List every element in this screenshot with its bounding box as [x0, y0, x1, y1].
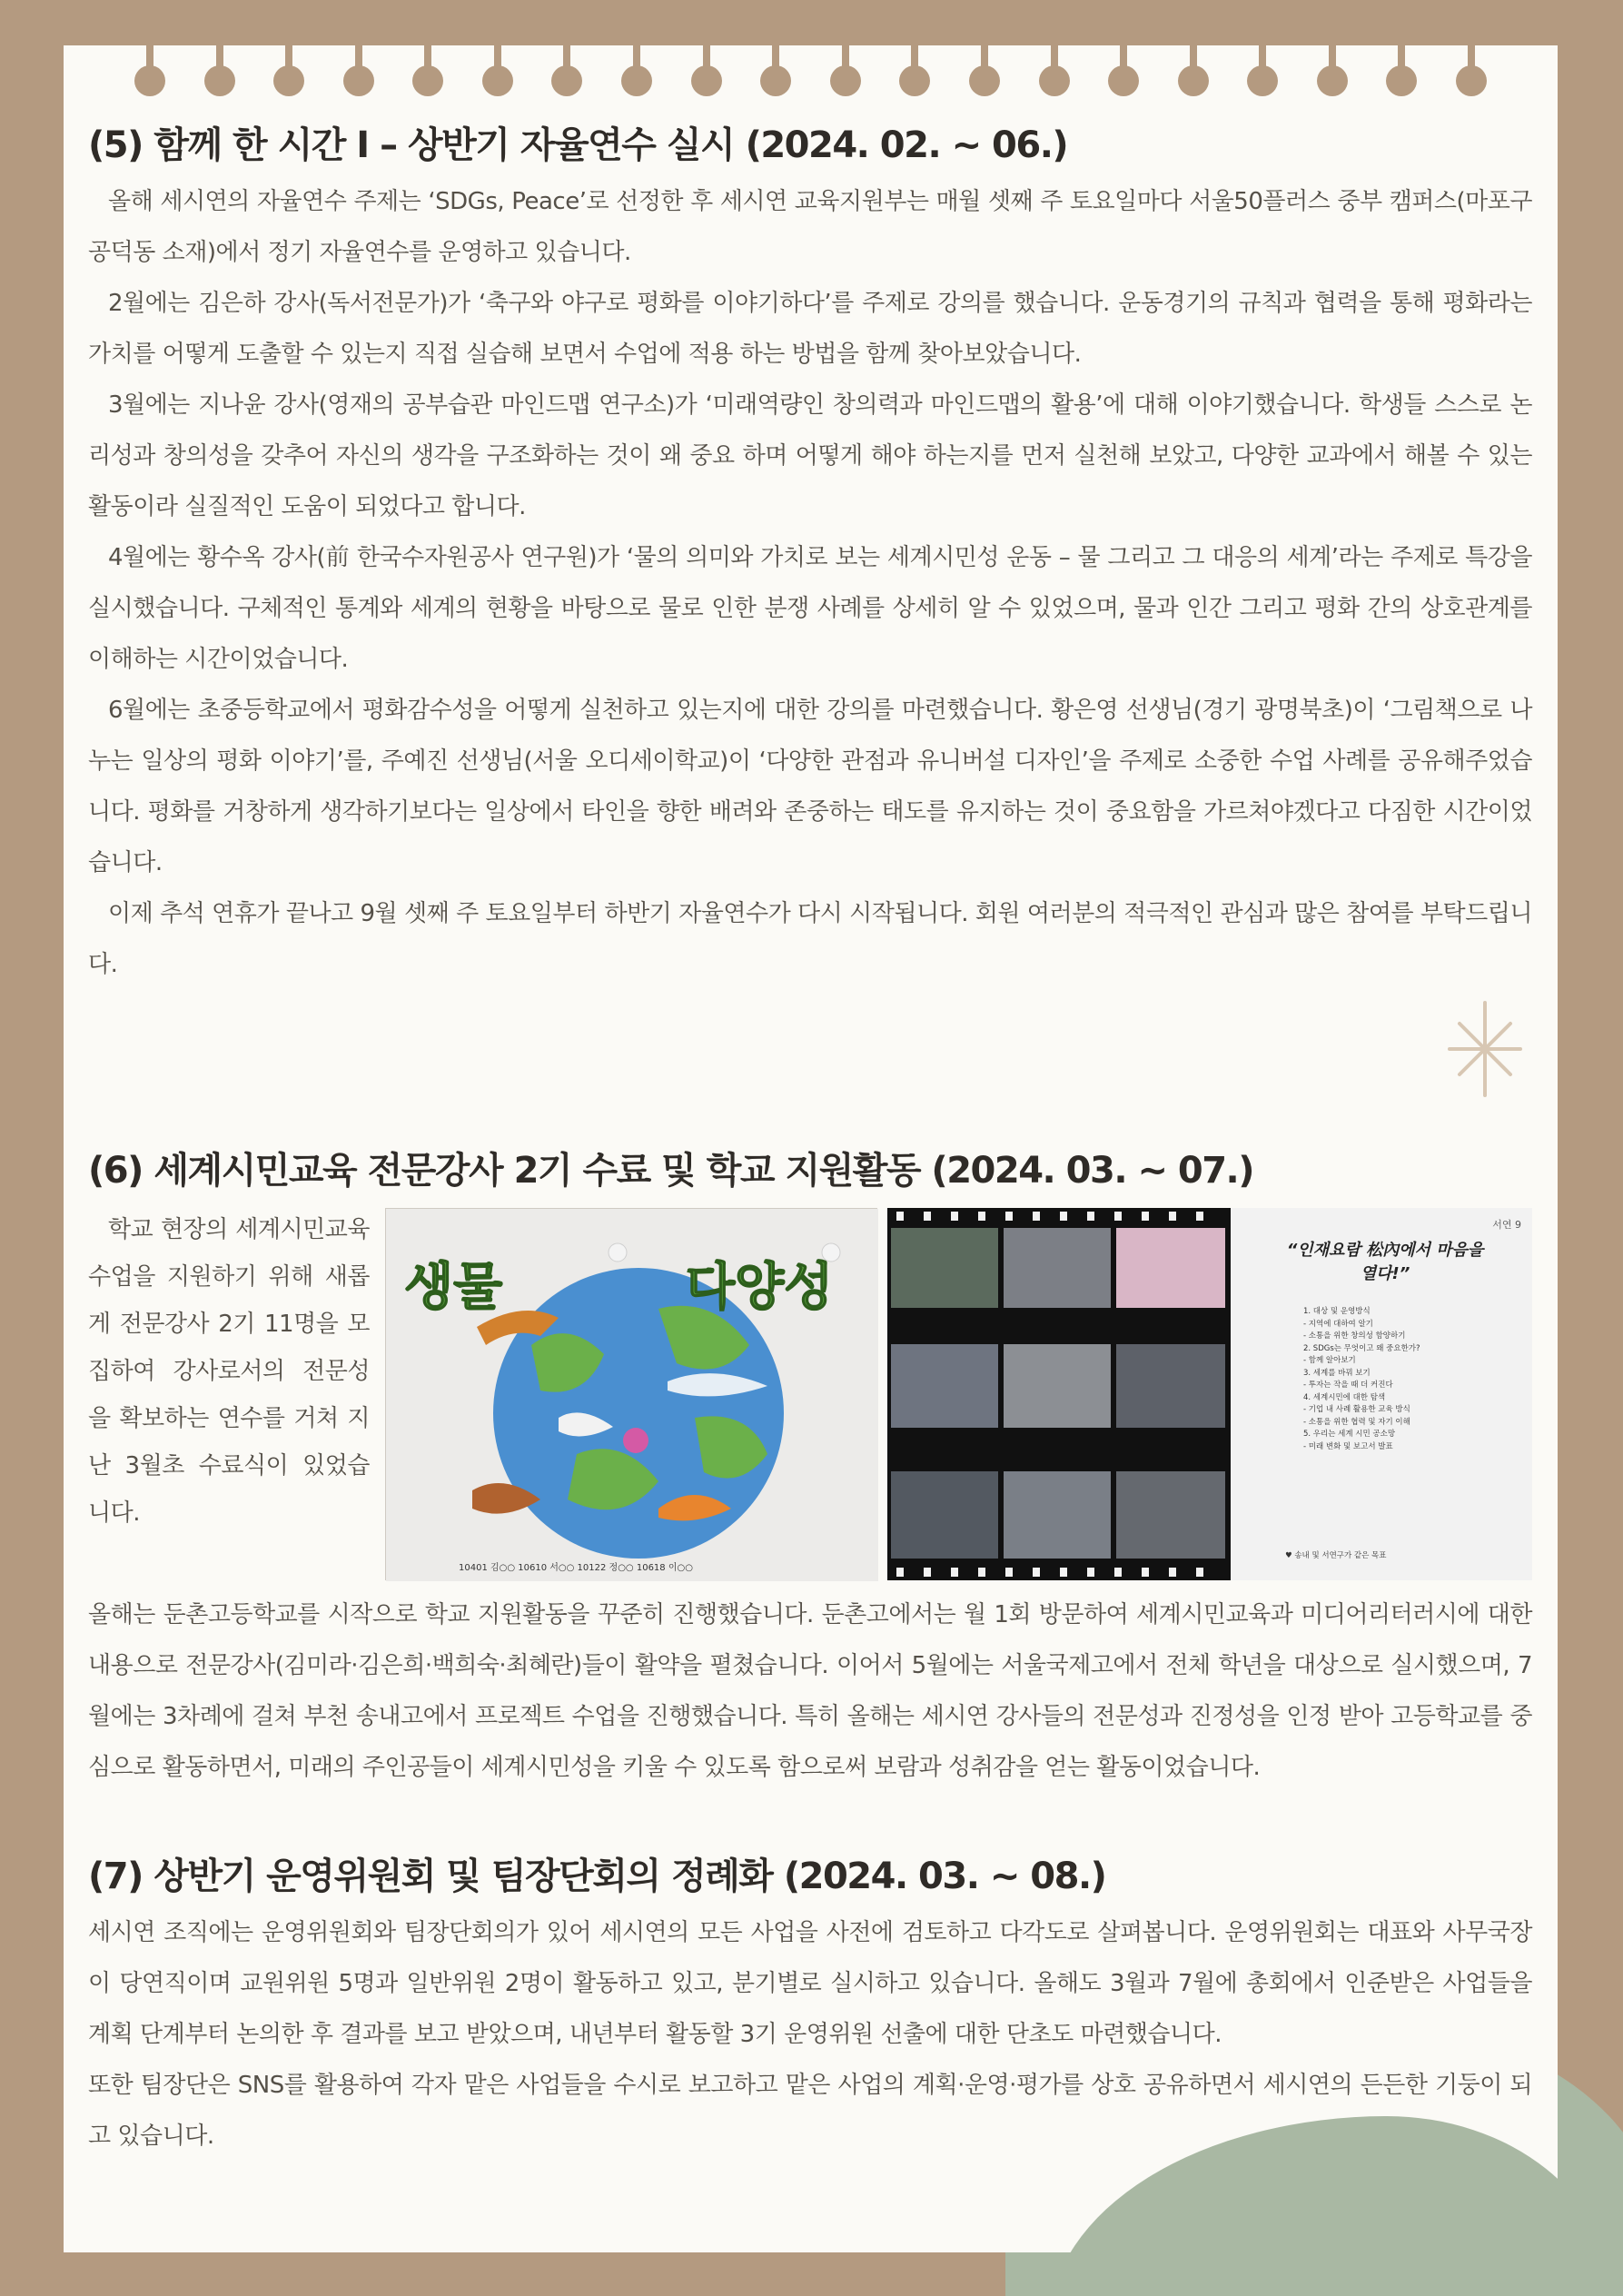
slide-item: - 소통을 위한 협력 및 자기 이해 [1303, 1417, 1410, 1427]
binder-ring-icon [412, 45, 443, 100]
binder-ring-icon [1456, 45, 1487, 100]
section-title-6: (6) 세계시민교육 전문강사 2기 수료 및 학교 지원활동 (2024. 03. ~ 07.) [88, 1150, 1254, 1192]
activity-photos-filmstrip [887, 1208, 1231, 1580]
section-7-body [88, 1907, 1532, 2162]
slide-item: - 기업 내 사례 활용한 교육 방식 [1303, 1405, 1410, 1414]
paragraph: 이제 추석 연휴가 끝나고 9월 셋째 주 토요일부터 하반기 자율연수가 다시 시작됩니다. 회원 여러분의 적극적인 관심과 많은 참여를 부탁드립니다. [88, 900, 1532, 978]
poster-caption: 10401 김○○ 10610 서○○ 10122 정○○ 10618 이○○ [459, 1563, 693, 1573]
paragraph: 세시연 조직에는 운영위원회와 팀장단회의가 있어 세시연의 모든 사업을 사전에 검토하고 다각도로 살펴봅니다. 운영위원회는 대표와 사무국장이 당연직이며 교원위원 5명과 일반위원 2명이 활동하고 있고, 분기별로 실시하고 있습니다. 올해도 3월과 7월에 총회에서 인준받은 사업들을 계획 단계부터 논의한 후 결과를 보고 받았으며, 내년부터 활동할 3기 운영위원 선출에 대한 단초도 마련했습니다. [88, 1919, 1532, 2048]
sparkle-icon [1444, 999, 1526, 1099]
filmstrip-drawing [887, 1208, 1231, 1580]
poster-word-2: 다양성 [686, 1258, 834, 1317]
paragraph: 또한 팀장단은 SNS를 활용하여 각자 맡은 사업들을 수시로 보고하고 맡은 사업의 계획·운영·평가를 상호 공유하면서 세시연의 든든한 기둥이 되고 있습니다. [88, 2072, 1532, 2150]
section-5-body [88, 176, 1532, 990]
slide-item: 4. 세계시민에 대한 탐색 [1303, 1392, 1386, 1402]
binder-ring-icon [1178, 45, 1209, 100]
paragraph: 올해 세시연의 자율연수 주제는 ‘SDGs, Peace’로 선정한 후 세시연 교육지원부는 매월 셋째 주 토요일마다 서울50플러스 중부 캠퍼스(마포구 공덕동 소재)에서 정기 자율연수를 운영하고 있습니다. [88, 188, 1532, 266]
slide-item: - 지역에 대하여 알기 [1303, 1319, 1373, 1329]
slide-title: “인재요람 松內에서 마음을 열다!” [1286, 1241, 1484, 1283]
binder-ring-icon [899, 45, 930, 100]
slide-item: 2. SDGs는 무엇이고 왜 중요한가? [1303, 1343, 1420, 1353]
binder-ring-icon [134, 45, 165, 100]
slide-page-number: 서연 9 [1492, 1219, 1521, 1231]
binder-ring-icon [621, 45, 652, 100]
binder-ring-icon [551, 45, 582, 100]
binder-ring-icon [760, 45, 791, 100]
section-title-5: (5) 함께 한 시간 Ⅰ – 상반기 자율연수 실시 (2024. 02. ~ 06.) [88, 124, 1068, 166]
slide-item: 1. 대상 및 운영방식 [1303, 1307, 1371, 1316]
binder-ring-icon [691, 45, 722, 100]
slide-footer: ♥ 송내 및 서연구가 같은 목표 [1285, 1551, 1387, 1560]
binder-ring-icon [1039, 45, 1070, 100]
paragraph: 4월에는 황수옥 강사(前 한국수자원공사 연구원)가 ‘물의 의미와 가치로 보는 세계시민성 운동 – 물 그리고 그 대응의 세계’라는 주제로 특강을 실시했습니다. 구체적인 통계와 세계의 현황을 바탕으로 물로 인한 분쟁 사례를 상세히 알 수 있었으며, 물과 인간 그리고 평화 간의 상호관계를 이해하는 시간이었습니다. [88, 544, 1532, 673]
binder-ring-icon [343, 45, 374, 100]
slide-item: - 투자는 작을 때 더 커진다 [1303, 1381, 1393, 1390]
paragraph: 올해는 둔촌고등학교를 시작으로 학교 지원활동을 꾸준히 진행했습니다. 둔촌고에서는 월 1회 방문하여 세계시민교육과 미디어리터러시에 대한 내용으로 전문강사(김미라·김은희·백희숙·최혜란)들이 활약을 펼쳤습니다. 이어서 5월에는 서울국제고에서 전체 학년을 대상으로 실시했으며, 7월에는 3차례에 걸쳐 부천 송내고에서 프로젝트 수업을 진행했습니다. 특히 올해는 세시연 강사들의 전문성과 진정성을 인정 받아 고등학교를 중심으로 활동하면서, 미래의 주인공들이 세계시민성을 키울 수 있도록 함으로써 보람과 성취감을 얻는 활동이었습니다. [88, 1601, 1532, 1781]
binder-ring-icon [1108, 45, 1139, 100]
slide-item: - 소통을 위한 창의성 함양하기 [1303, 1331, 1406, 1341]
binder-ring-icon [830, 45, 861, 100]
binder-ring-icon [273, 45, 304, 100]
binder-ring-icon [1247, 45, 1278, 100]
binder-ring-icon [969, 45, 1000, 100]
biodiversity-poster-image [385, 1208, 877, 1580]
paragraph: 2월에는 김은하 강사(독서전문가)가 ‘축구와 야구로 평화를 이야기하다’를 주제로 강의를 했습니다. 운동경기의 규칙과 협력을 통해 평화라는 가치를 어떻게 도출할 수 있는지 직접 실습해 보면서 수업에 적용 하는 방법을 함께 찾아보았습니다. [88, 290, 1532, 368]
paragraph: 3월에는 지나윤 강사(영재의 공부습관 마인드맵 연구소)가 ‘미래역량인 창의력과 마인드맵의 활용’에 대해 이야기했습니다. 학생들 스스로 논리성과 창의성을 갖추어 자신의 생각을 구조화하는 것이 왜 중요 하며 어떻게 해야 하는지를 먼저 실천해 보았고, 다양한 교과에서 해볼 수 있는 활동이라 실질적인 도움이 되었다고 합니다. [88, 391, 1532, 520]
binder-ring-icon [1386, 45, 1417, 100]
binder-ring-icon [482, 45, 513, 100]
slide-item: 3. 세계를 바꿔 보기 [1303, 1368, 1371, 1378]
paragraph: 6월에는 초중등학교에서 평화감수성을 어떻게 실천하고 있는지에 대한 강의를 마련했습니다. 황은영 선생님(경기 광명북초)이 ‘그림책으로 나누는 일상의 평화 이야기’를, 주예진 선생님(서울 오디세이학교)이 ‘다양한 관점과 유니버설 디자인’을 주제로 소중한 수업 사례를 공유해주었습니다. 평화를 거창하게 생각하기보다는 일상에서 타인을 향한 배려와 존중하는 태도를 유지하는 것이 중요함을 가르쳐야겠다고 다짐한 시간이었습니다. [88, 697, 1532, 876]
slide-item: - 미래 변화 및 보고서 발표 [1303, 1441, 1393, 1451]
section-6-media-row [88, 1206, 1532, 1585]
slide-items [1303, 1306, 1521, 1453]
slide-item: 5. 우리는 세계 시민 공소망 [1303, 1430, 1396, 1439]
paper-sheet [64, 45, 1558, 2252]
lesson-slide-image [1231, 1208, 1532, 1580]
section-title-7: (7) 상반기 운영위원회 및 팀장단회의 정례화 (2024. 03. ~ 08.) [88, 1856, 1106, 1897]
binder-ring-icon [1317, 45, 1348, 100]
slide-item: - 함께 알아보기 [1303, 1356, 1356, 1365]
poster-drawing [386, 1209, 878, 1581]
binder-ring-icon [204, 45, 235, 100]
paragraph: 학교 현장의 세계시민교육 수업을 지원하기 위해 새롭게 전문강사 2기 11명을 모집하여 강사로서의 전문성을 확보하는 연수를 거쳐 지난 3월초 수료식이 있었습니다. [88, 1216, 370, 1527]
poster-word-1: 생물 [404, 1258, 503, 1317]
binder-rings [64, 45, 1558, 100]
